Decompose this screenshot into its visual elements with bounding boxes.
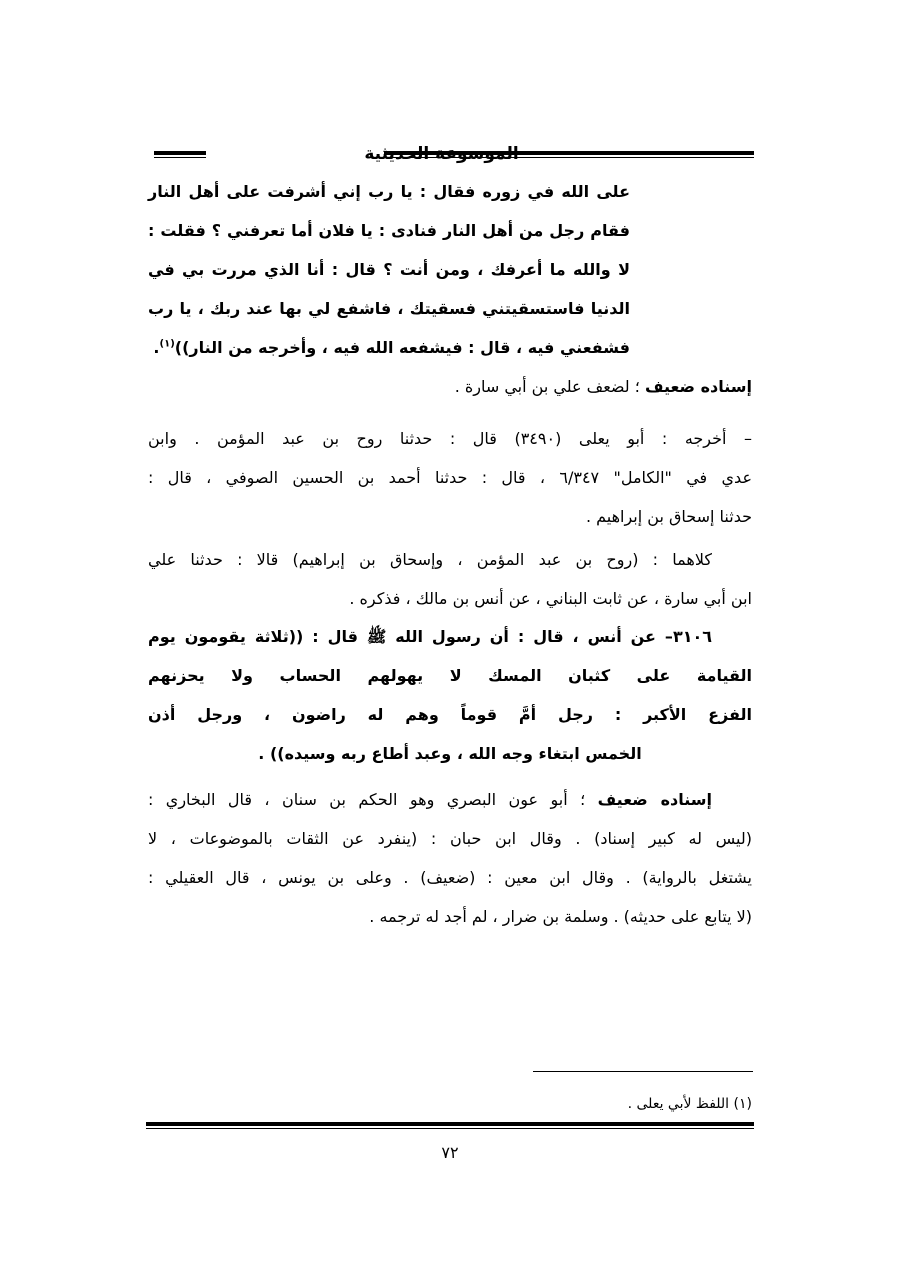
running-header bbox=[146, 141, 754, 175]
text-line bbox=[148, 328, 630, 367]
text-line: فقام رجل من أهل النار فنادى : يا فلان أما تعرفني ؟ فقلت : bbox=[148, 221, 630, 240]
text-line: ٣١٠٦– عن أنس ، قال : أن رسول الله ﷺ قال : ((ثلاثة يقومون يوم bbox=[148, 627, 712, 646]
isnad-label: إسناده ضعيف bbox=[644, 377, 752, 396]
text-line: على الله في زوره فقال : يا رب إني أشرفت على أهل النار bbox=[148, 182, 630, 201]
text-line-content: فشفعني فيه ، قال : فيشفعه الله فيه ، وأخرجه من النار)) bbox=[174, 338, 630, 357]
footnote-separator bbox=[533, 1071, 753, 1072]
text-line bbox=[148, 780, 752, 819]
footnote: (١) اللفظ لأبي يعلى . bbox=[627, 1096, 752, 1112]
header-rule-right bbox=[384, 151, 754, 158]
text-line: لا والله ما أعرفك ، ومن أنت ؟ قال : أنا الذي مررت بي في bbox=[148, 260, 630, 279]
isnad-text: ؛ لضعف علي بن أبي سارة . bbox=[454, 377, 645, 396]
header-rule-left bbox=[154, 151, 206, 158]
text-line: الفزع الأكبر : رجل أمَّ قوماً وهم له راضون ، ورجل أذن bbox=[148, 705, 752, 724]
isnad-paragraph-1 bbox=[148, 367, 752, 406]
text-line: (ليس له كبير إسناد) . وقال ابن حبان : (ينفرد عن الثقات بالموضوعات ، لا bbox=[148, 829, 752, 848]
text-line: الخمس ابتغاء وجه الله ، وعبد أطاع ربه وسيده)) . bbox=[258, 744, 642, 763]
text-line bbox=[148, 367, 752, 406]
text-line: الدنيا فاستسقيتني فسقيتك ، فاشفع لي بها عند ربك ، يا رب bbox=[148, 299, 630, 318]
bottom-rule bbox=[146, 1122, 754, 1129]
isnad-label: إسناده ضعيف bbox=[597, 790, 713, 809]
isnad-text: ؛ أبو عون البصري وهو الحكم بن سنان ، قال البخاري : bbox=[148, 790, 598, 809]
header-title: الموسوعة الحديثية bbox=[364, 144, 519, 164]
text-line: كلاهما : (روح بن عبد المؤمن ، وإسحاق بن إبراهيم) قالا : حدثنا علي bbox=[148, 550, 712, 569]
page-number: ٧٢ bbox=[441, 1143, 459, 1162]
text-line: يشتغل بالرواية) . وقال ابن معين : (ضعيف) . وعلى بن يونس ، قال العقيلي : bbox=[148, 868, 752, 887]
footnote-reference: (١) bbox=[159, 338, 175, 350]
kilahuma-paragraph bbox=[148, 540, 752, 618]
hadith-3106 bbox=[148, 617, 752, 773]
text-line: عدي في "الكامل" ٦/٣٤٧ ، قال : حدثنا أحمد بن الحسين الصوفي ، قال : bbox=[148, 468, 752, 487]
end-mark: . bbox=[153, 338, 160, 357]
text-line: ابن أبي سارة ، عن ثابت البناني ، عن أنس بن مالك ، فذكره . bbox=[349, 589, 752, 608]
text-line: – أخرجه : أبو يعلى (٣٤٩٠) قال : حدثنا روح بن عبد المؤمن . وابن bbox=[148, 429, 752, 448]
isnad-paragraph-2 bbox=[148, 780, 752, 936]
text-line: (لا يتابع على حديثه) . وسلمة بن ضرار ، لم أجد له ترجمه . bbox=[369, 907, 752, 926]
takhrij-paragraph bbox=[148, 419, 752, 536]
hadith-quote-continuation bbox=[148, 172, 630, 367]
text-line: القيامة على كثبان المسك لا يهولهم الحساب ولا يحزنهم bbox=[148, 666, 752, 685]
text-line: حدثنا إسحاق بن إبراهيم . bbox=[585, 507, 752, 526]
